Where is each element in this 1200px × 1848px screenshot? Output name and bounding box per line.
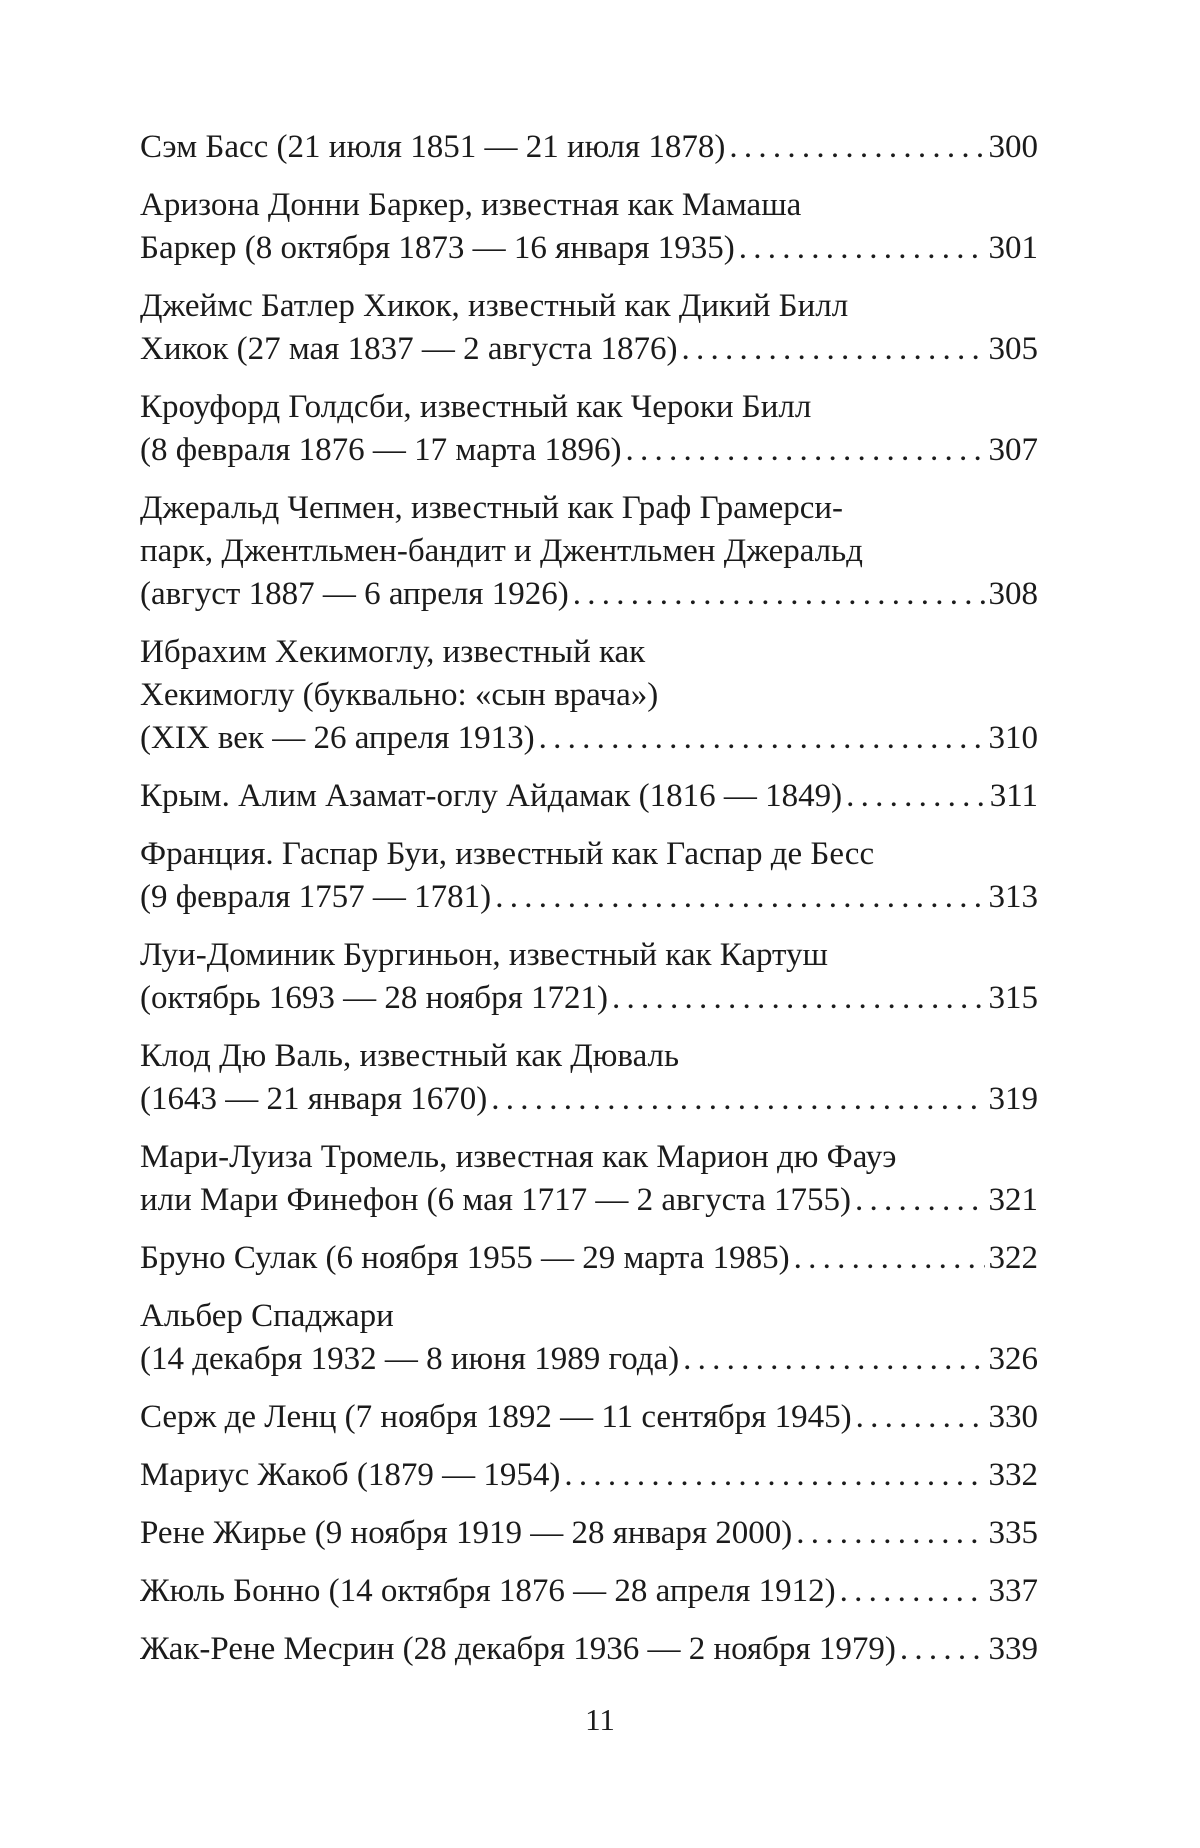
toc-page-number: 308 — [988, 576, 1038, 612]
toc-entry — [140, 1570, 1038, 1613]
dot-leader — [794, 1237, 985, 1280]
toc-page-number: 326 — [988, 1341, 1038, 1377]
dot-leader — [539, 717, 985, 760]
toc-page-number: 301 — [988, 230, 1038, 266]
toc-entry — [140, 184, 1038, 270]
table-of-contents — [140, 126, 1038, 1686]
toc-entry-title: Баркер (8 октября 1873 — 16 января 1935) — [140, 230, 735, 266]
toc-page-number: 300 — [988, 129, 1038, 165]
toc-entry — [140, 1454, 1038, 1497]
dot-leader — [564, 1454, 984, 1497]
toc-entry-title: Сэм Басс (21 июля 1851 — 21 июля 1878) — [140, 129, 726, 165]
toc-entry-title: или Мари Финефон (6 мая 1717 — 2 августа 1755) — [140, 1182, 852, 1218]
toc-entry — [140, 1136, 1038, 1222]
toc-page-number: 313 — [988, 879, 1038, 915]
toc-entry — [140, 1237, 1038, 1280]
toc-entry-title-line: Джеймс Батлер Хикок, известный как Дикий Билл — [140, 288, 849, 324]
toc-page-number: 321 — [988, 1182, 1038, 1218]
toc-page-number: 311 — [989, 778, 1038, 814]
toc-page-number: 319 — [988, 1081, 1038, 1117]
toc-entry-title: (1643 — 21 января 1670) — [140, 1081, 488, 1117]
toc-entry — [140, 386, 1038, 472]
toc-page-number: 322 — [988, 1240, 1038, 1276]
dot-leader — [796, 1512, 984, 1555]
toc-entry-title: Жюль Бонно (14 октября 1876 — 28 апреля 1912) — [140, 1573, 836, 1609]
dot-leader — [683, 1338, 984, 1381]
toc-entry-title: Мариус Жакоб (1879 — 1954) — [140, 1457, 561, 1493]
toc-page-number: 310 — [988, 720, 1038, 756]
toc-entry-title: Жак-Рене Месрин (28 декабря 1936 — 2 ноября 1979) — [140, 1631, 896, 1667]
toc-entry-title-line: Клод Дю Валь, известный как Дюваль — [140, 1038, 680, 1074]
toc-page-number: 305 — [988, 331, 1038, 367]
toc-entry — [140, 833, 1038, 919]
toc-entry-title: (октябрь 1693 — 28 ноября 1721) — [140, 980, 609, 1016]
dot-leader — [900, 1628, 985, 1671]
dot-leader — [856, 1396, 985, 1439]
dot-leader — [681, 328, 984, 371]
page-number: 11 — [585, 1702, 615, 1737]
toc-entry-title: Хикок (27 мая 1837 — 2 августа 1876) — [140, 331, 678, 367]
toc-entry-title: (14 декабря 1932 — 8 июня 1989 года) — [140, 1341, 680, 1377]
toc-entry-title-line: Мари-Луиза Тромель, известная как Марион дю Фауэ — [140, 1139, 897, 1175]
toc-page-number: 315 — [988, 980, 1038, 1016]
toc-entry-title-line: парк, Джентльмен-бандит и Джентльмен Джеральд — [140, 533, 863, 569]
toc-entry — [140, 934, 1038, 1020]
toc-entry-title-line: Кроуфорд Голдсби, известный как Чероки Билл — [140, 389, 812, 425]
toc-entry-title-line: Альбер Спаджари — [140, 1298, 394, 1334]
toc-entry — [140, 487, 1038, 616]
dot-leader — [729, 126, 984, 169]
toc-entry-title: (9 февраля 1757 — 1781) — [140, 879, 492, 915]
dot-leader — [846, 775, 986, 818]
toc-entry-title: Серж де Ленц (7 ноября 1892 — 11 сентября 1945) — [140, 1399, 852, 1435]
toc-page-number: 337 — [988, 1573, 1038, 1609]
toc-page-number: 339 — [988, 1631, 1038, 1667]
toc-entry — [140, 631, 1038, 760]
toc-page-number: 335 — [988, 1515, 1038, 1551]
toc-entry-title-line: Аризона Донни Баркер, известная как Мамаша — [140, 187, 802, 223]
toc-entry-title-line: Луи-Доминик Бургиньон, известный как Картуш — [140, 937, 828, 973]
toc-entry-title: Крым. Алим Азамат-оглу Айдамак (1816 — 1849) — [140, 778, 843, 814]
dot-leader — [840, 1570, 985, 1613]
toc-entry — [140, 1035, 1038, 1121]
dot-leader — [855, 1179, 984, 1222]
toc-entry — [140, 1628, 1038, 1671]
dot-leader — [491, 1078, 984, 1121]
toc-page-number: 330 — [988, 1399, 1038, 1435]
toc-entry — [140, 1512, 1038, 1555]
toc-entry-title: Бруно Сулак (6 ноября 1955 — 29 марта 1985) — [140, 1240, 790, 1276]
toc-entry-title-line: Хекимоглу (буквально: «сын врача») — [140, 677, 659, 713]
toc-entry — [140, 1396, 1038, 1439]
toc-entry — [140, 285, 1038, 371]
toc-entry — [140, 1295, 1038, 1381]
toc-entry — [140, 775, 1038, 818]
dot-leader — [612, 977, 984, 1020]
toc-entry-title: Рене Жирье (9 ноября 1919 — 28 января 2000) — [140, 1515, 793, 1551]
dot-leader — [495, 876, 984, 919]
toc-entry-title: (XIX век — 26 апреля 1913) — [140, 720, 535, 756]
toc-entry-title: (8 февраля 1876 — 17 марта 1896) — [140, 432, 622, 468]
toc-page-number: 307 — [988, 432, 1038, 468]
dot-leader — [573, 573, 985, 616]
toc-entry-title-line: Джеральд Чепмен, известный как Граф Грамерси- — [140, 490, 844, 526]
toc-entry — [140, 126, 1038, 169]
toc-entry-title: (август 1887 — 6 апреля 1926) — [140, 576, 569, 612]
dot-leader — [626, 429, 985, 472]
dot-leader — [739, 227, 985, 270]
toc-entry-title-line: Франция. Гаспар Буи, известный как Гаспар де Бесс — [140, 836, 875, 872]
toc-page-number: 332 — [988, 1457, 1038, 1493]
toc-entry-title-line: Ибрахим Хекимоглу, известный как — [140, 634, 646, 670]
